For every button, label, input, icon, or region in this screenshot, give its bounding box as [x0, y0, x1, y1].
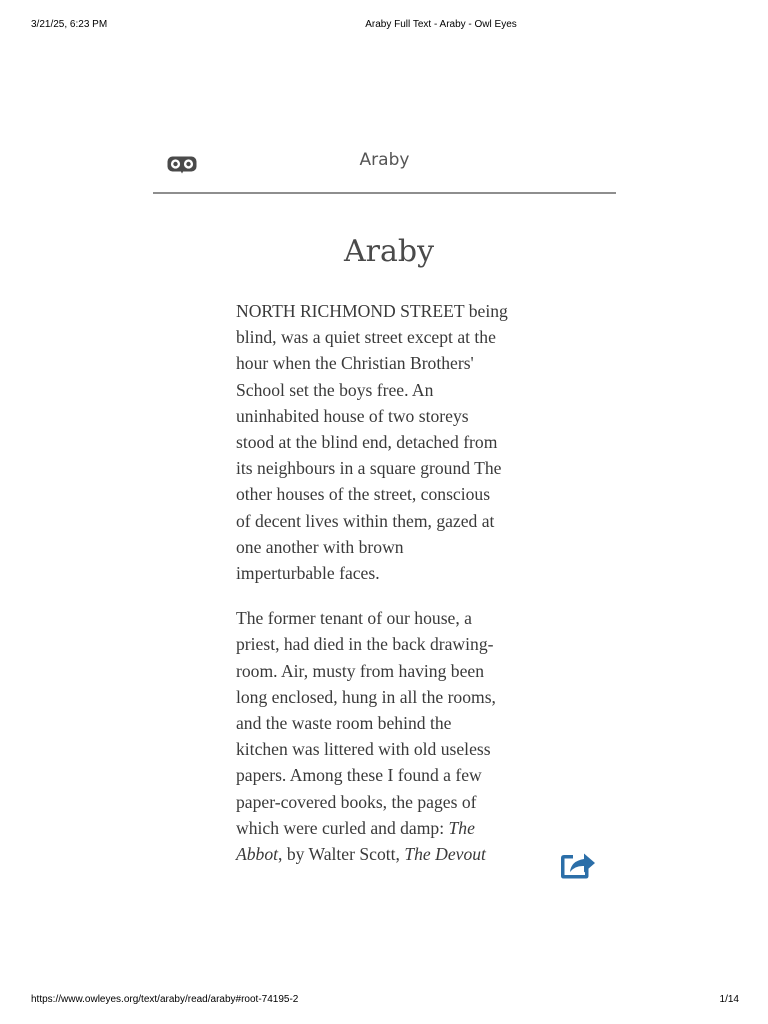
text-line: room. Air, musty from having been	[236, 660, 485, 681]
text-line: paper-covered books, the pages of	[236, 791, 477, 812]
text-line: other houses of the street, conscious	[236, 484, 491, 505]
site-header	[153, 140, 616, 194]
paragraph-1	[236, 298, 524, 586]
print-page-number: 1/14	[719, 994, 739, 1005]
book-title-the-abbot: The	[448, 817, 475, 838]
text-fragment: , by Walter Scott,	[278, 844, 405, 865]
text-line: long enclosed, hung in all the rooms,	[236, 686, 496, 707]
text-line: papers. Among these I found a few	[236, 765, 482, 786]
text-line: The former tenant of our house, a	[236, 608, 472, 629]
print-footer	[0, 994, 768, 1008]
print-header	[0, 19, 768, 33]
page-title: Araby	[343, 234, 435, 269]
text-line: hour when the Christian Brothers'	[236, 353, 474, 374]
text-line: blind, was a quiet street except at the	[236, 327, 496, 348]
text-line: uninhabited house of two storeys	[236, 405, 469, 426]
text-line	[236, 841, 524, 867]
text-line: stood at the blind end, detached from	[236, 432, 498, 453]
print-datetime: 3/21/25, 6:23 PM	[31, 19, 108, 30]
print-url: https://www.owleyes.org/text/araby/read/araby#root-74195-2	[31, 994, 299, 1005]
text-line: priest, had died in the back drawing-	[236, 634, 494, 655]
text-line: NORTH RICHMOND STREET being	[236, 301, 508, 321]
paragraph-2	[236, 605, 524, 867]
share-icon[interactable]	[557, 845, 597, 881]
text-line: School set the boys free. An	[236, 379, 434, 400]
book-title-the-devout: The Devout	[404, 844, 486, 865]
text-line: of decent lives within them, gazed at	[236, 510, 495, 531]
text-line: and the waste room behind the	[236, 713, 452, 734]
book-title-the-abbot: Abbot	[236, 844, 279, 865]
text-fragment: which were curled and damp:	[236, 817, 449, 838]
text-line: imperturbable faces.	[236, 563, 380, 584]
text-line: its neighbours in a square ground The	[236, 458, 502, 479]
story-text	[236, 298, 524, 886]
text-line: kitchen was littered with old useless	[236, 739, 491, 760]
text-line	[236, 815, 524, 841]
text-line: one another with brown	[236, 536, 404, 557]
print-page-title: Araby Full Text - Araby - Owl Eyes	[365, 19, 517, 30]
site-header-title: Araby	[359, 150, 410, 170]
